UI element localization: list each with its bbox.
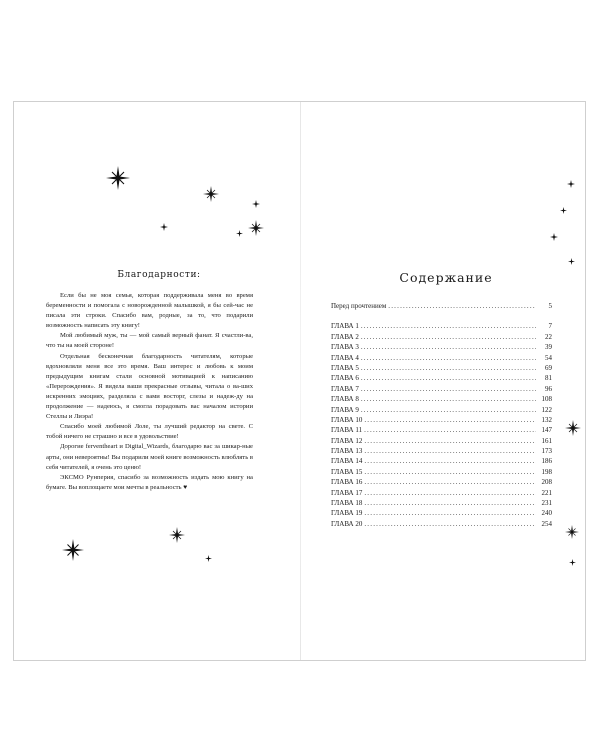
toc-label: ГЛАВА 19 (331, 509, 363, 518)
toc-entry[interactable] (331, 394, 552, 404)
toc-page-number: 254 (541, 519, 552, 528)
toc-leader-dots (361, 342, 536, 352)
sparkle-icon (106, 166, 130, 190)
sparkle-small-icon (205, 555, 212, 562)
toc-entry[interactable] (331, 456, 552, 466)
toc-label: ГЛАВА 16 (331, 478, 363, 487)
toc-page-number: 81 (545, 374, 552, 383)
sparkle-icon (169, 527, 185, 543)
toc-page-number: 161 (541, 436, 552, 445)
paragraph: Спасибо моей любимой Лоле, ты лучший редактор на свете. С тобой ничего не страшно и все в удовольствие! (46, 423, 253, 441)
toc-label: ГЛАВА 7 (331, 384, 359, 393)
contents-page (301, 102, 587, 660)
toc-leader-dots (364, 508, 536, 518)
toc-leader-dots (361, 332, 536, 342)
sparkle-small-icon (567, 180, 575, 188)
toc-label: ГЛАВА 2 (331, 332, 359, 341)
toc-label: ГЛАВА 1 (331, 322, 359, 331)
paragraph: Дорогие ferventheart и Digital_Wizards, благодарю вас за шикар-ные арты, они невероятны! Вы подарили моей книге возможность влюблять в себя читателей, я очень это ценю! (46, 443, 253, 471)
toc-label: ГЛАВА 14 (331, 457, 363, 466)
toc-entry[interactable] (331, 353, 552, 363)
toc-leader-dots (364, 446, 536, 456)
toc-page-number: 240 (541, 509, 552, 518)
toc-entry[interactable] (331, 332, 552, 342)
sparkle-small-icon (550, 233, 558, 241)
toc-page-number: 231 (541, 499, 552, 508)
toc-page-number: 221 (541, 488, 552, 497)
sparkle-small-icon (569, 559, 576, 566)
toc-leader-dots (364, 467, 536, 477)
toc-entry[interactable] (331, 436, 552, 446)
toc-label: ГЛАВА 4 (331, 353, 359, 362)
sparkle-small-icon (160, 223, 168, 231)
toc-page-number: 5 (548, 302, 552, 310)
toc-leader-dots (388, 301, 536, 311)
toc-leader-dots (364, 488, 536, 498)
toc-label: ГЛАВА 13 (331, 447, 363, 456)
toc-leader-dots (361, 394, 536, 404)
sparkle-icon (203, 186, 219, 202)
toc-leader-dots (361, 321, 536, 331)
toc-label: ГЛАВА 11 (331, 426, 363, 435)
toc-label: ГЛАВА 5 (331, 363, 359, 372)
toc-entry[interactable] (331, 301, 552, 311)
toc-page-number: 173 (541, 447, 552, 456)
acknowledgements-text (46, 291, 253, 493)
toc-page-number: 7 (548, 322, 552, 331)
toc-label: ГЛАВА 3 (331, 343, 359, 352)
toc-page-number: 39 (545, 343, 552, 352)
acknowledgements-title: Благодарности: (117, 270, 201, 280)
toc-page-number: 108 (541, 395, 552, 404)
sparkle-small-icon (560, 207, 567, 214)
toc-entry[interactable] (331, 363, 552, 373)
paragraph: Отдельная бесконечная благодарность читателям, которые вдохновляли меня все это время. Ваш интерес и любовь к моим предыдущим книгам стали основной мотивацией к написанию «Перерождения». Я видела ваши прекрасные отзывы, читала о ва-ших искренних эмоциях, разделяла с вами восторг, слезы и надеж-ду на продолжение — надеюсь, я смогла порадовать вас началом истории Стеллы и Лиэра! (46, 352, 253, 421)
toc-leader-dots (364, 456, 536, 466)
toc-entry[interactable] (331, 498, 552, 508)
toc-entry[interactable] (331, 373, 552, 383)
toc-label: ГЛАВА 9 (331, 405, 359, 414)
toc-entry[interactable] (331, 467, 552, 477)
toc-leader-dots (361, 353, 536, 363)
toc-label: ГЛАВА 18 (331, 499, 363, 508)
toc-page-number: 54 (545, 353, 552, 362)
contents-title: Содержание (399, 270, 493, 285)
toc-leader-dots (361, 384, 536, 394)
toc-label: ГЛАВА 10 (331, 415, 363, 424)
acknowledgements-page (14, 102, 300, 660)
toc-entry[interactable] (331, 342, 552, 352)
sparkle-small-icon (568, 258, 575, 265)
toc-leader-dots (364, 415, 536, 425)
toc-page-number: 186 (541, 457, 552, 466)
toc-entry[interactable] (331, 508, 552, 518)
sparkle-icon (565, 525, 579, 539)
toc-page-number: 22 (545, 332, 552, 341)
toc-entry[interactable] (331, 477, 552, 487)
book-spread (13, 101, 586, 661)
toc-page-number: 208 (541, 478, 552, 487)
toc-label: ГЛАВА 17 (331, 488, 363, 497)
toc-label: ГЛАВА 8 (331, 395, 359, 404)
toc-entry[interactable] (331, 321, 552, 331)
toc-entry[interactable] (331, 446, 552, 456)
toc-entry[interactable] (331, 415, 552, 425)
table-of-contents (331, 301, 552, 529)
toc-label: ГЛАВА 6 (331, 374, 359, 383)
paragraph: Если бы не моя семья, которая поддерживала меня во время беременности и помогала с новорожденной малышкой, я бы сей-час не писала эти строки. Спасибо вам, родные, за то, что подарили возможность написать эту книгу! (46, 292, 253, 330)
toc-label: ГЛАВА 15 (331, 467, 363, 476)
toc-page-number: 69 (545, 363, 552, 372)
sparkle-icon (565, 420, 581, 436)
toc-label: Перед прочтением (331, 302, 387, 310)
sparkle-icon (62, 539, 84, 561)
toc-leader-dots (364, 436, 536, 446)
toc-entry[interactable] (331, 488, 552, 498)
toc-leader-dots (364, 477, 536, 487)
toc-label: ГЛАВА 12 (331, 436, 363, 445)
toc-entry[interactable] (331, 425, 552, 435)
toc-entry[interactable] (331, 384, 552, 394)
toc-leader-dots (361, 373, 536, 383)
toc-page-number: 147 (541, 426, 552, 435)
toc-leader-dots (361, 363, 536, 373)
toc-page-number: 198 (541, 467, 552, 476)
paragraph: ЭКСМО Рунперия, спасибо за возможность издать мою книгу на бумаге. Вы воплощаете мои мечты в реальность ♥ (46, 473, 253, 491)
sparkle-small-icon (252, 200, 260, 208)
toc-leader-dots (364, 498, 536, 508)
toc-label: ГЛАВА 20 (331, 519, 363, 528)
sparkle-small-icon (236, 230, 243, 237)
toc-entry[interactable] (331, 519, 552, 529)
toc-leader-dots (361, 405, 536, 415)
toc-entry[interactable] (331, 405, 552, 415)
sparkle-icon (248, 220, 264, 236)
toc-leader-dots (364, 519, 536, 529)
toc-page-number: 96 (545, 384, 552, 393)
toc-leader-dots (364, 425, 536, 435)
toc-page-number: 122 (541, 405, 552, 414)
toc-page-number: 132 (541, 415, 552, 424)
paragraph: Мой любимый муж, ты — мой самый верный фанат. Я счастли-ва, что ты на моей стороне! (46, 332, 253, 350)
